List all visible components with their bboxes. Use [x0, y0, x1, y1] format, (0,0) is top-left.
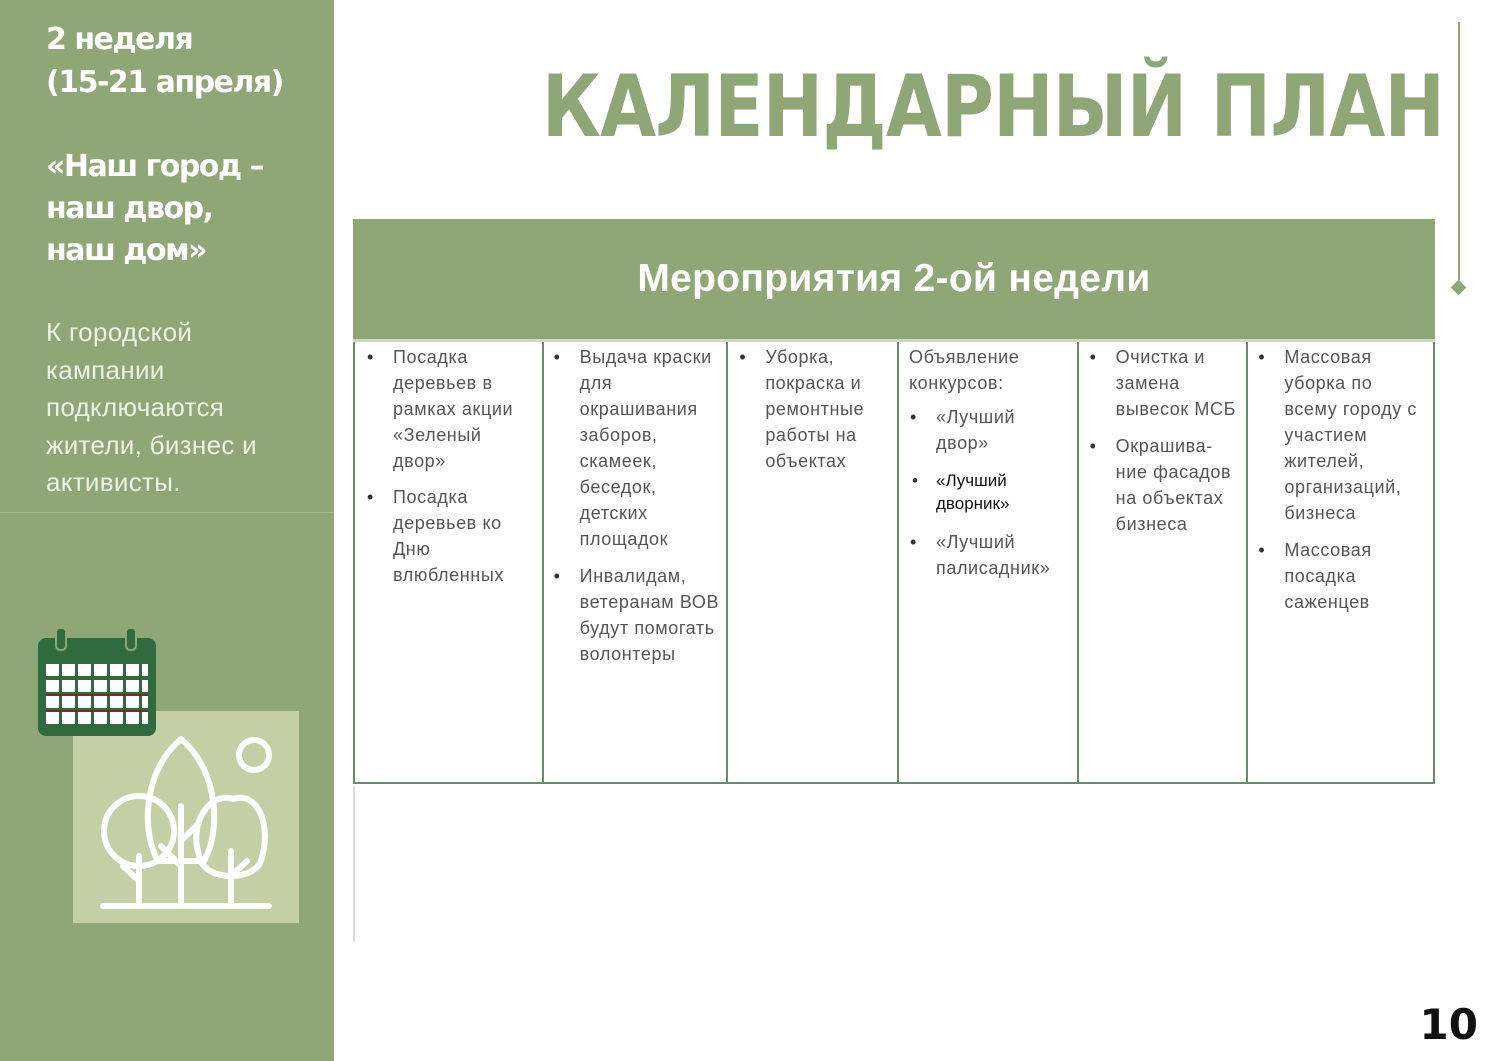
week-heading: 2 неделя (15-21 апреля): [46, 22, 283, 100]
table-column-3: [728, 342, 899, 782]
table-column-1: [355, 342, 544, 782]
decorative-vertical-line: [1458, 22, 1460, 280]
table-column-5: [1079, 342, 1249, 782]
list-item: • Уборка, покраска и ремонтные работы на объектах: [739, 347, 865, 471]
list-item: • Окрашива-ние фасадов на объектах бизнеса: [1089, 436, 1232, 534]
table-column-4: [899, 342, 1079, 782]
calendar-icon: [36, 626, 158, 742]
list-item: • Посадка деревьев ко Дню влюбленных: [367, 487, 504, 585]
table-columns: [353, 342, 1435, 784]
list-item: • «Лучший дворник»: [912, 471, 1010, 513]
sidebar-divider: [0, 512, 334, 513]
page-title: КАЛЕНДАРНЫЙ ПЛАН: [541, 57, 1444, 157]
campaign-slogan: «Наш город – наш двор, наш дом»: [46, 149, 264, 268]
list-item: • Массовая посадка саженцев: [1258, 540, 1372, 612]
table-header: Мероприятия 2-ой недели: [353, 219, 1435, 339]
events-table: [353, 219, 1435, 784]
table-column-6: [1248, 342, 1435, 782]
list-item: • «Лучший двор»: [910, 407, 1016, 453]
contests-lead: Объявление конкурсов:: [909, 347, 1020, 393]
list-item: • Выдача краски для окрашивания заборов, скамеек, беседок, детских площадок: [553, 347, 712, 549]
list-item: • Инвалидам, ветеранам ВОВ будут помогать волонтеры: [553, 566, 720, 664]
campaign-description: К городской кампании подключаются жители, бизнес и активисты.: [46, 317, 257, 497]
list-item: • Очистка и замена вывесок МСБ: [1089, 347, 1237, 419]
sidebar: [0, 0, 334, 1061]
page-number: 10: [1419, 1000, 1478, 1049]
trees-icon: [73, 711, 299, 923]
table-column-2: [544, 342, 729, 782]
list-item: • «Лучший палисадник»: [910, 532, 1051, 578]
decorative-diamond-icon: [1451, 280, 1467, 296]
decorative-line: [353, 786, 355, 942]
list-item: • Массовая уборка по всему городу с участием жителей, организаций, бизнеса: [1258, 347, 1418, 523]
list-item: • Посадка деревьев в рамках акции «Зеленый двор»: [367, 347, 514, 471]
